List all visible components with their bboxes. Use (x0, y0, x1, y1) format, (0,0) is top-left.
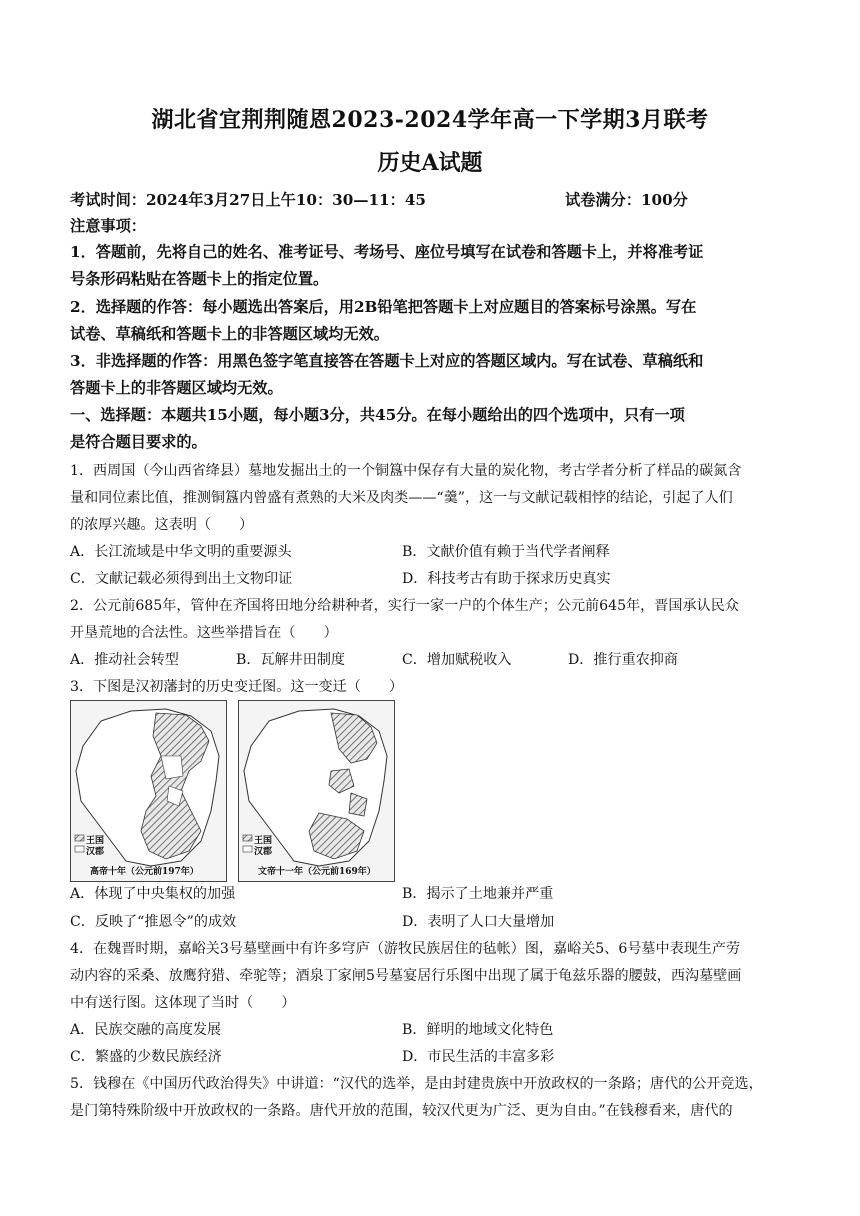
exam-time: 考试时间：2024年3月27日上午10：30—11：45 (70, 191, 426, 209)
question-stem: 1．西周国（今山西省绛县）墓地发掘出土的一个铜簋中保存有大量的炭化物，考古学者分析了样品的碳氮含 (70, 463, 742, 479)
option-d[interactable]: D．科技考古有助于探求历史真实 (402, 571, 611, 587)
question-stem: 5．钱穆在《中国历代政治得失》中讲道：“汉代的选举，是由封建贵族中开放政权的一条路；唐代的公开竞选， (70, 1076, 763, 1092)
map-caption: 文帝十一年（公元前169年） (258, 867, 376, 877)
option-d[interactable]: D．市民生活的丰富多彩 (402, 1049, 555, 1065)
section-heading: 是符合题目要求的。 (70, 433, 207, 451)
exam-title: 湖北省宜荆荆随恩2023-2024学年高一下学期3月联考 (151, 107, 709, 133)
full-score: 试卷满分：100分 (565, 191, 688, 209)
option-d[interactable]: D．推行重农抑商 (568, 652, 678, 668)
note-line: 1．答题前，先将自己的姓名、准考证号、考场号、座位号填写在试卷和答题卡上，并将准考证 (70, 243, 704, 261)
option-c[interactable]: C．反映了“推恩令”的成效 (70, 914, 237, 930)
note-line: 试卷、草稿纸和答题卡上的非答题区域均无效。 (70, 325, 389, 343)
option-d[interactable]: D．表明了人口大量增加 (402, 914, 555, 930)
option-a[interactable]: A．长江流域是中华文明的重要源头 (70, 544, 292, 560)
question-stem: 量和同位素比值，推测铜簋内曾盛有煮熟的大米及肉类——“羹”，这一与文献记载相悖的结论，引起了人们 (70, 490, 733, 506)
question-stem: 是门第特殊阶级中开放政权的一条路。唐代开放的范围，较汉代更为广泛、更为自由。”在钱穆看来，唐代的 (70, 1103, 733, 1119)
option-c[interactable]: C．增加赋税收入 (402, 652, 512, 668)
legend-label-commandery: 汉郡 (86, 847, 105, 857)
option-b[interactable]: B．瓦解井田制度 (236, 652, 346, 668)
option-a[interactable]: A．推动社会转型 (70, 652, 179, 668)
question-stem: 4．在魏晋时期，嘉峪关3号墓壁画中有许多穹庐（游牧民族居住的毡帐）图，嘉峪关5、6号墓中表现生产劳 (70, 941, 741, 957)
question-stem: 动内容的采桑、放鹰狩猎、牵驼等；酒泉丁家闸5号墓宴居行乐图中出现了属于龟兹乐器的腰鼓，西沟墓壁画 (70, 968, 742, 984)
question-stem: 2．公元前685年，管仲在齐国将田地分给耕种者，实行一家一户的个体生产；公元前645年，晋国承认民众 (70, 598, 739, 614)
option-c[interactable]: C．繁盛的少数民族经济 (70, 1049, 222, 1065)
legend-label-kingdom: 王国 (86, 836, 105, 846)
exam-subtitle: 历史A试题 (377, 150, 483, 176)
note-line: 答题卡上的非答题区域均无效。 (70, 379, 283, 397)
note-line: 3．非选择题的作答：用黑色签字笔直接答在答题卡上对应的答题区域内。写在试卷、草稿纸和 (70, 352, 704, 370)
notes-heading: 注意事项： (70, 217, 146, 235)
option-a[interactable]: A．体现了中央集权的加强 (70, 886, 236, 902)
question-stem: 中有送行图。这体现了当时（ ） (70, 995, 296, 1011)
option-b[interactable]: B．文献价值有赖于当代学者阐释 (402, 544, 610, 560)
option-b[interactable]: B．揭示了土地兼并严重 (402, 886, 554, 902)
section-heading: 一、选择题：本题共15小题，每小题3分，共45分。在每小题给出的四个选项中，只有一项 (70, 406, 685, 424)
question-stem: 3．下图是汉初藩封的历史变迁图。这一变迁（ ） (70, 679, 404, 695)
map-caption: 高帝十年（公元前197年） (90, 867, 199, 877)
question-stem: 的浓厚兴趣。这表明（ ） (70, 517, 254, 533)
option-a[interactable]: A．民族交融的高度发展 (70, 1022, 222, 1038)
question-stem: 开垦荒地的合法性。这些举措旨在（ ） (70, 625, 338, 641)
option-c[interactable]: C．文献记载必须得到出土文物印证 (70, 571, 293, 587)
note-line: 2．选择题的作答：每小题选出答案后，用2B铅笔把答题卡上对应题目的答案标号涂黑。写在 (70, 298, 697, 316)
legend-label-kingdom: 王国 (254, 836, 273, 846)
option-b[interactable]: B．鲜明的地域文化特色 (402, 1022, 554, 1038)
note-line: 号条形码粘贴在答题卡上的指定位置。 (70, 270, 329, 288)
legend-label-commandery: 汉郡 (254, 847, 273, 857)
